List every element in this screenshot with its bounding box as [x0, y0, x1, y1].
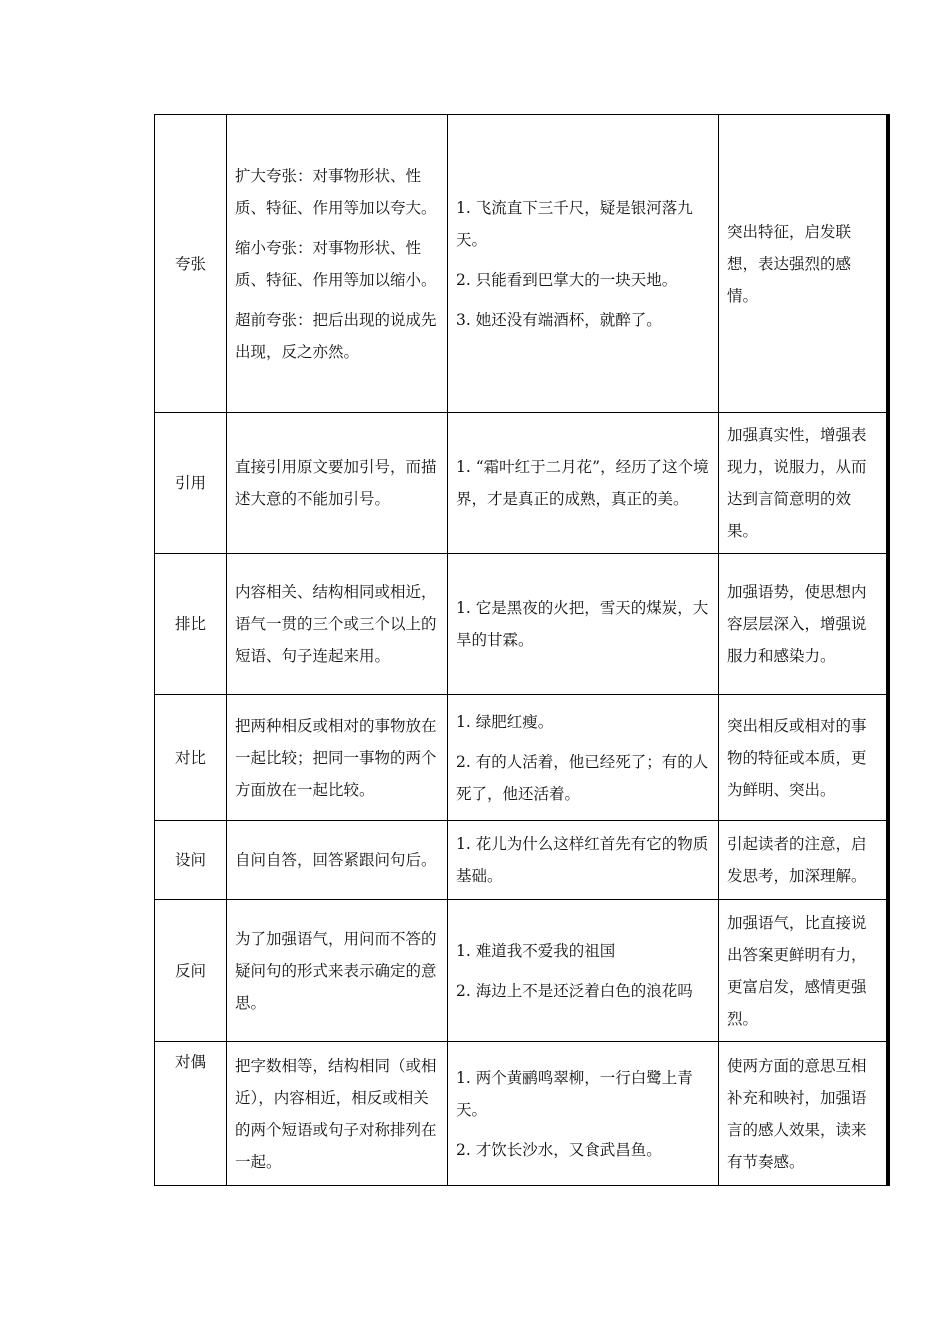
definition-cell	[227, 413, 448, 554]
figure-name-cell: 引用	[155, 413, 227, 554]
effect-cell	[719, 413, 890, 554]
table-row	[155, 821, 890, 900]
examples-text: 1. 难道我不爱我的祖国	[456, 941, 616, 960]
effect-cell	[719, 900, 890, 1042]
figure-name-cell: 夸张	[155, 115, 227, 413]
examples-text: 2. 才饮长沙水，又食武昌鱼。	[456, 1140, 662, 1159]
table-body	[155, 115, 890, 1186]
figure-name-cell: 设问	[155, 821, 227, 900]
definition-cell	[227, 554, 448, 695]
table-row	[155, 554, 890, 695]
examples-text: 2. 有的人活着，他已经死了；有的人死了，他还活着。	[456, 752, 709, 803]
effect-cell	[719, 115, 890, 413]
effect-cell	[719, 695, 890, 821]
examples-cell	[448, 115, 719, 413]
table-row	[155, 115, 890, 413]
definition-text: 直接引用原文要加引号，而描述大意的不能加引号。	[235, 458, 437, 508]
definition-text: 缩小夸张：对事物形状、性质、特征、作用等加以缩小。	[235, 238, 437, 289]
table-row	[155, 413, 890, 554]
effect-text: 加强语势，使思想内容层层深入，增强说服力和感染力。	[727, 583, 867, 665]
effect-text: 加强语气，比直接说出答案更鲜明有力，更富启发，感情更强烈。	[727, 913, 867, 1028]
effect-text: 加强真实性，增强表现力，说服力，从而达到言简意明的效果。	[727, 426, 867, 540]
table-row	[155, 900, 890, 1042]
definition-cell	[227, 695, 448, 821]
examples-text: 1. “霜叶红于二月花”，经历了这个境界，才是真正的成熟，真正的美。	[456, 458, 709, 508]
definition-text: 把字数相等，结构相同（或相近），内容相近，相反或相关的两个短语或句子对称排列在一起。	[235, 1056, 437, 1171]
effect-cell	[719, 821, 890, 900]
examples-text: 1. 两个黄鹂鸣翠柳，一行白鹭上青天。	[456, 1068, 693, 1119]
definition-text: 自问自答，回答紧跟问句后。	[235, 851, 437, 869]
effect-text: 突出相反或相对的事物的特征或本质，更为鲜明、突出。	[727, 716, 867, 799]
figure-name-cell: 排比	[155, 554, 227, 695]
examples-text: 2. 只能看到巴掌大的一块天地。	[456, 270, 678, 289]
definition-text: 超前夸张：把后出现的说成先出现，反之亦然。	[235, 310, 437, 361]
definition-text: 为了加强语气，用问而不答的疑问句的形式来表示确定的意思。	[235, 929, 437, 1012]
figure-name-cell: 对比	[155, 695, 227, 821]
figure-name-cell: 反问	[155, 900, 227, 1042]
effect-text: 突出特征，启发联想，表达强烈的感情。	[727, 222, 852, 305]
examples-text: 1. 花儿为什么这样红首先有它的物质基础。	[456, 835, 709, 885]
definition-text: 内容相关、结构相同或相近，语气一贯的三个或三个以上的短语、句子连起来用。	[235, 583, 437, 665]
effect-cell	[719, 1042, 890, 1186]
examples-text: 1. 它是黑夜的火把，雪天的煤炭，大旱的甘霖。	[456, 599, 709, 649]
definition-text: 把两种相反或相对的事物放在一起比较；把同一事物的两个方面放在一起比较。	[235, 716, 437, 799]
table-row	[155, 695, 890, 821]
figure-name-cell: 对偶	[155, 1042, 227, 1186]
examples-cell	[448, 900, 719, 1042]
examples-text: 1. 绿肥红瘦。	[456, 712, 554, 731]
examples-cell	[448, 1042, 719, 1186]
examples-cell	[448, 695, 719, 821]
examples-text: 2. 海边上不是还泛着白色的浪花吗	[456, 981, 693, 1000]
table-row	[155, 1042, 890, 1186]
examples-text: 1. 飞流直下三千尺，疑是银河落九天。	[456, 198, 693, 249]
effect-text: 引起读者的注意，启发思考，加深理解。	[727, 835, 867, 885]
table-right-edge	[886, 114, 889, 1186]
effect-text: 使两方面的意思互相补充和映衬，加强语言的感人效果，读来有节奏感。	[727, 1056, 867, 1171]
definition-cell	[227, 1042, 448, 1186]
effect-cell	[719, 554, 890, 695]
examples-text: 3. 她还没有端酒杯，就醉了。	[456, 310, 662, 329]
examples-cell	[448, 821, 719, 900]
rhetoric-table	[154, 114, 890, 1186]
definition-text: 扩大夸张：对事物形状、性质、特征、作用等加以夸大。	[235, 166, 437, 217]
examples-cell	[448, 554, 719, 695]
examples-cell	[448, 413, 719, 554]
definition-cell	[227, 821, 448, 900]
definition-cell	[227, 900, 448, 1042]
definition-cell	[227, 115, 448, 413]
